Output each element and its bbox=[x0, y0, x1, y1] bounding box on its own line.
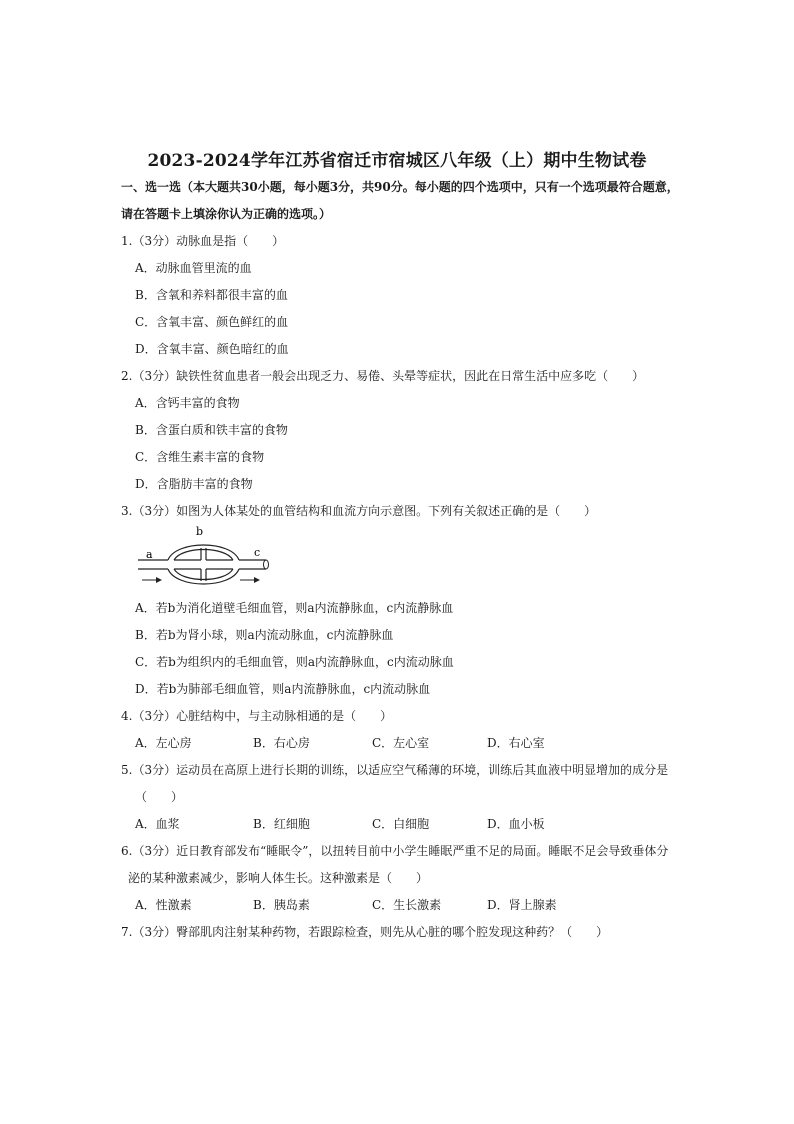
question-2-option-a: A．含钙丰富的食物 bbox=[135, 396, 240, 410]
question-4-option-c: C．左心室 bbox=[372, 736, 430, 750]
question-5-option-a: A．血浆 bbox=[135, 817, 180, 831]
diagram-label-a: a bbox=[146, 548, 153, 561]
question-6-option-c: C．生长激素 bbox=[372, 898, 442, 912]
question-6-option-a: A．性激素 bbox=[135, 898, 192, 912]
question-4-option-a: A．左心房 bbox=[135, 736, 192, 750]
blood-vessel-diagram bbox=[136, 522, 271, 587]
flow-arrow-out-icon bbox=[254, 577, 260, 583]
question-6-stem: 6.（3分）近日教育部发布“睡眠令”，以扭转目前中小学生睡眠严重不足的局面。睡眠不足会导致垂体分 bbox=[121, 844, 669, 858]
question-2-option-c: C．含维生素丰富的食物 bbox=[135, 450, 265, 464]
question-5-option-c: C．白细胞 bbox=[372, 817, 430, 831]
question-6-stem-cont: 泌的某种激素减少，影响人体生长。这种激素是（ ） bbox=[128, 871, 429, 885]
question-4-option-d: D．右心室 bbox=[487, 736, 545, 750]
question-1-option-a: A．动脉血管里流的血 bbox=[135, 261, 252, 275]
diagram-label-c: c bbox=[254, 546, 261, 559]
question-5-option-b: B．红细胞 bbox=[253, 817, 310, 831]
question-2-option-b: B．含蛋白质和铁丰富的食物 bbox=[135, 423, 288, 437]
question-3-option-c: C．若b为组织内的毛细血管，则a内流静脉血，c内流动脉血 bbox=[135, 655, 454, 669]
question-5-option-d: D．血小板 bbox=[487, 817, 545, 831]
question-6-option-b: B．胰岛素 bbox=[253, 898, 310, 912]
question-2-stem: 2.（3分）缺铁性贫血患者一般会出现乏力、易倦、头晕等症状，因此在日常生活中应多吃（ ） bbox=[121, 369, 645, 383]
section-heading-line2: 请在答题卡上填涂你认为正确的选项。） bbox=[121, 207, 332, 221]
question-3-option-b: B．若b为肾小球，则a内流动脉血，c内流静脉血 bbox=[135, 628, 394, 642]
question-6-option-d: D．肾上腺素 bbox=[487, 898, 557, 912]
exam-title: 2023-2024学年江苏省宿迁市宿城区八年级（上）期中生物试卷 bbox=[147, 151, 647, 171]
question-4-stem: 4.（3分）心脏结构中，与主动脉相通的是（ ） bbox=[121, 709, 393, 723]
question-1-option-c: C．含氧丰富、颜色鲜红的血 bbox=[135, 315, 289, 329]
question-4-option-b: B．右心房 bbox=[253, 736, 310, 750]
question-1-option-b: B．含氧和养料都很丰富的血 bbox=[135, 288, 288, 302]
diagram-label-b: b bbox=[196, 525, 204, 538]
question-1-stem: 1.（3分）动脉血是指（ ） bbox=[121, 234, 285, 248]
question-5-stem: 5.（3分）运动员在高原上进行长期的训练，以适应空气稀薄的环境，训练后其血液中明显增加的成分是 bbox=[121, 763, 669, 777]
question-7-stem: 7.（3分）臀部肌肉注射某种药物，若跟踪检查，则先从心脏的哪个腔发现这种药？（ ） bbox=[121, 925, 609, 939]
question-5-stem-cont: （ ） bbox=[135, 790, 184, 804]
question-3-option-d: D．若b为肺部毛细血管，则a内流静脉血，c内流动脉血 bbox=[135, 682, 431, 696]
question-3-option-a: A．若b为消化道壁毛细血管，则a内流静脉血，c内流静脉血 bbox=[135, 601, 454, 615]
flow-arrow-in-icon bbox=[156, 577, 162, 583]
question-1-option-d: D．含氧丰富、颜色暗红的血 bbox=[135, 342, 289, 356]
question-3-stem: 3.（3分）如图为人体某处的血管结构和血流方向示意图。下列有关叙述正确的是（ ） bbox=[121, 504, 597, 518]
question-2-option-d: D．含脂肪丰富的食物 bbox=[135, 477, 253, 491]
section-heading-line1: 一、选一选（本大题共30小题，每小题3分，共90分。每小题的四个选项中，只有一个选项最符合题意， bbox=[121, 180, 679, 194]
